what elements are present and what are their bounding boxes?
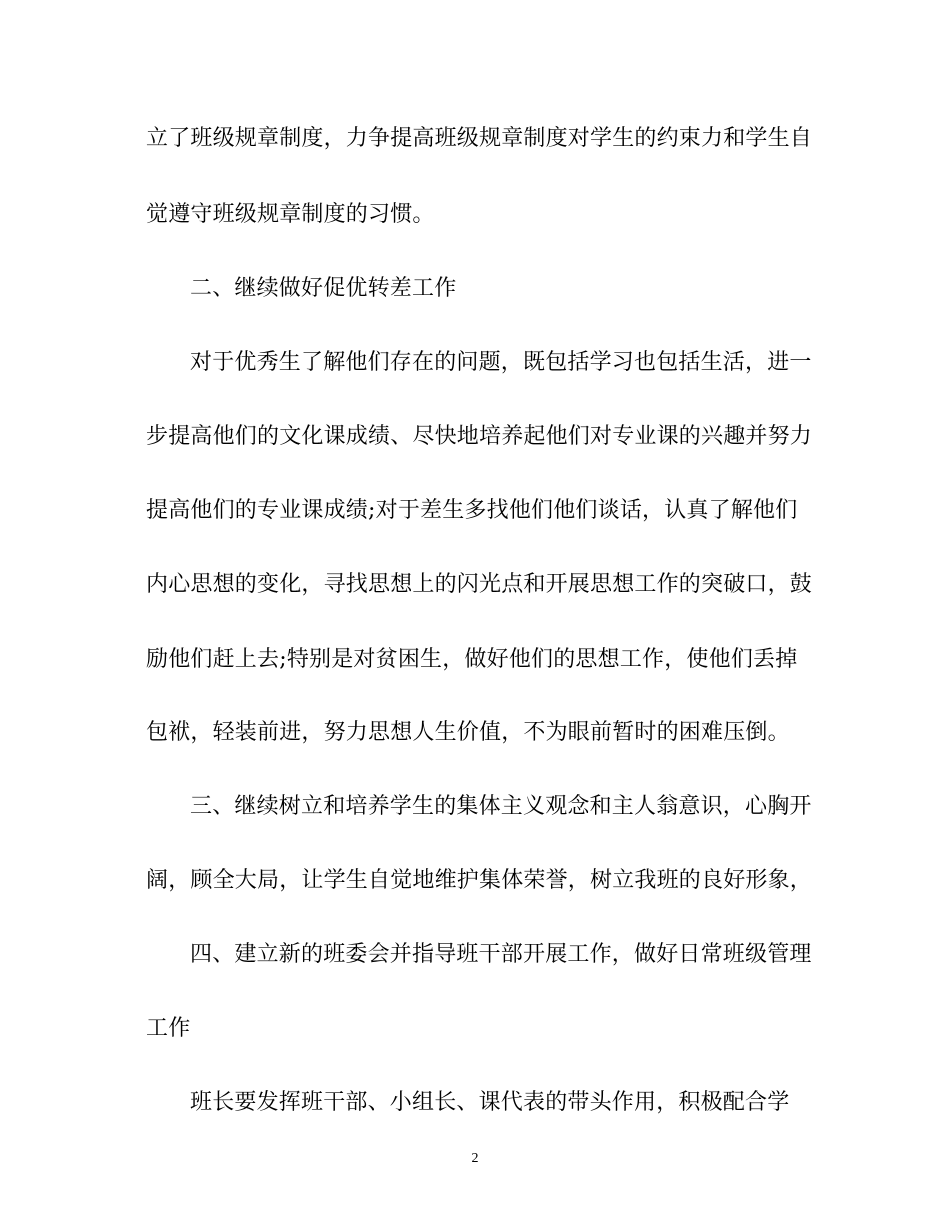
body-text-line: 提高他们的专业课成绩;对于差生多找他们他们谈话，认真了解他们 (146, 498, 798, 523)
body-text-line: 对于优秀生了解他们存在的问题，既包括学习也包括生活，进一 (190, 350, 812, 375)
body-text-line: 内心思想的变化，寻找思想上的闪光点和开展思想工作的突破口，鼓 (146, 572, 813, 597)
body-text-line: 励他们赶上去;特别是对贫困生，做好他们的思想工作，使他们丢掉 (146, 647, 798, 672)
body-text-line: 工作 (146, 1016, 191, 1041)
body-text-line: 包袱，轻装前进，努力思想人生价值，不为眼前暂时的困难压倒。 (146, 720, 790, 745)
body-text-line: 觉遵守班级规章制度的习惯。 (146, 202, 435, 227)
page-number: 2 (471, 1151, 479, 1166)
section-heading: 三、继续树立和培养学生的集体主义观念和主人翁意识，心胸开 (190, 794, 812, 819)
body-text-line: 班长要发挥班干部、小组长、课代表的带头作用，积极配合学 (190, 1090, 790, 1115)
section-heading: 四、建立新的班委会并指导班干部开展工作，做好日常班级管理 (190, 942, 812, 967)
body-text-line: 步提高他们的文化课成绩、尽快地培养起他们对专业课的兴趣并努力 (146, 424, 813, 449)
body-text-line: 阔，顾全大局，让学生自觉地维护集体荣誉，树立我班的良好形象， (146, 868, 813, 893)
section-heading: 二、继续做好促优转差工作 (190, 276, 457, 301)
body-text-line: 立了班级规章制度，力争提高班级规章制度对学生的约束力和学生自 (146, 126, 813, 151)
